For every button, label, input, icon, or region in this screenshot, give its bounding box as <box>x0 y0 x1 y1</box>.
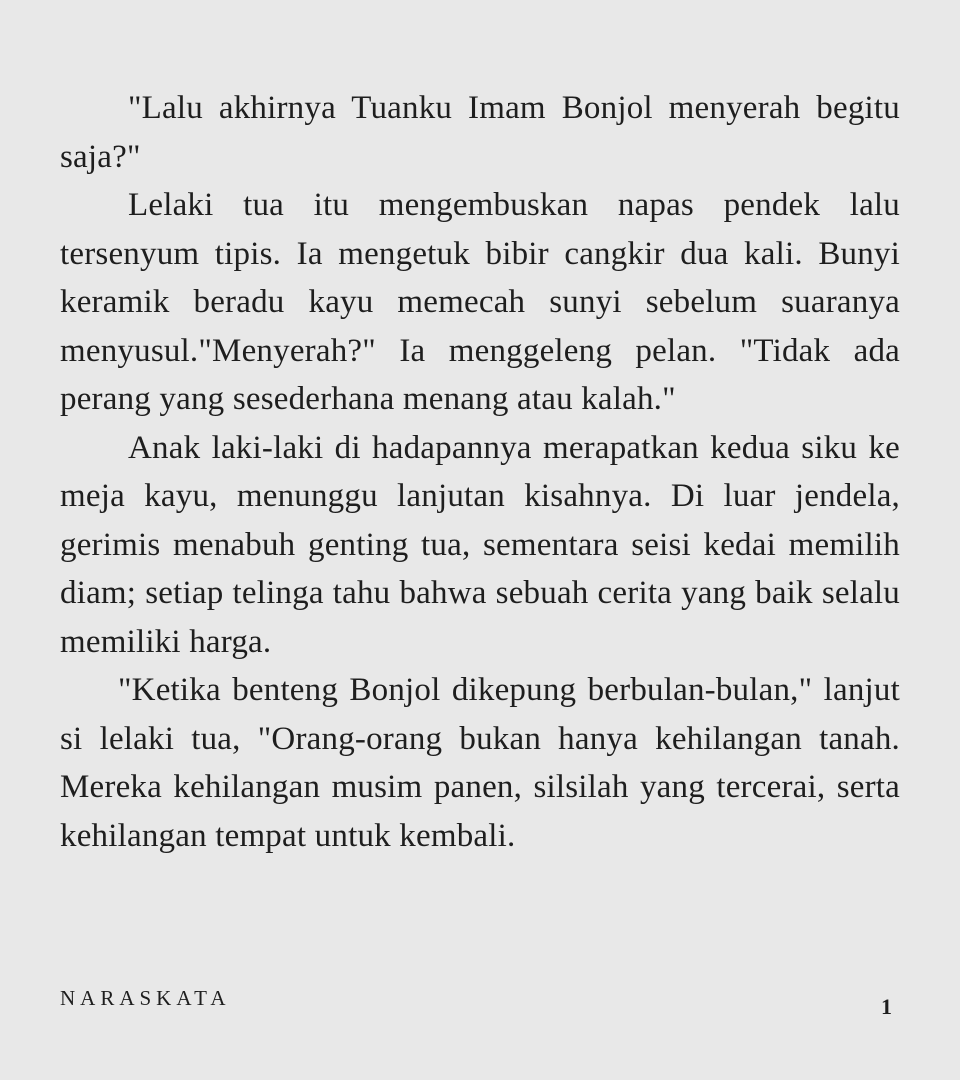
page-number: 1 <box>881 994 892 1019</box>
story-paragraph: "Lalu akhirnya Tuanku Imam Bonjol menyerah begitu saja?" <box>60 90 900 175</box>
story-paragraph: Anak laki-laki di hadapannya merapatkan kedua siku ke meja kayu, menunggu lanjutan kisahnya. Di luar jendela, gerimis menabuh genting tua, sementara seisi kedai memilih diam; setiap telinga tahu bahwa sebuah cerita yang baik selalu memiliki harga. <box>60 429 900 660</box>
story-body <box>60 84 900 860</box>
story-paragraph: "Ketika benteng Bonjol dikepung berbulan-bulan," lanjut si lelaki tua, "Orang-orang bukan hanya kehilangan tanah. Mereka kehilangan musim panen, silsilah yang tercerai, serta kehilangan tempat untuk kembali. <box>60 672 900 854</box>
story-paragraph: Lelaki tua itu mengembuskan napas pendek lalu tersenyum tipis. Ia mengetuk bibir cangkir dua kali. Bunyi keramik beradu kayu memecah sunyi sebelum suaranya menyusul."Menyerah?" Ia menggeleng pelan. "Tidak ada perang yang sesederhana menang atau kalah." <box>60 187 900 417</box>
brand-name: NARASKATA <box>60 986 231 1010</box>
